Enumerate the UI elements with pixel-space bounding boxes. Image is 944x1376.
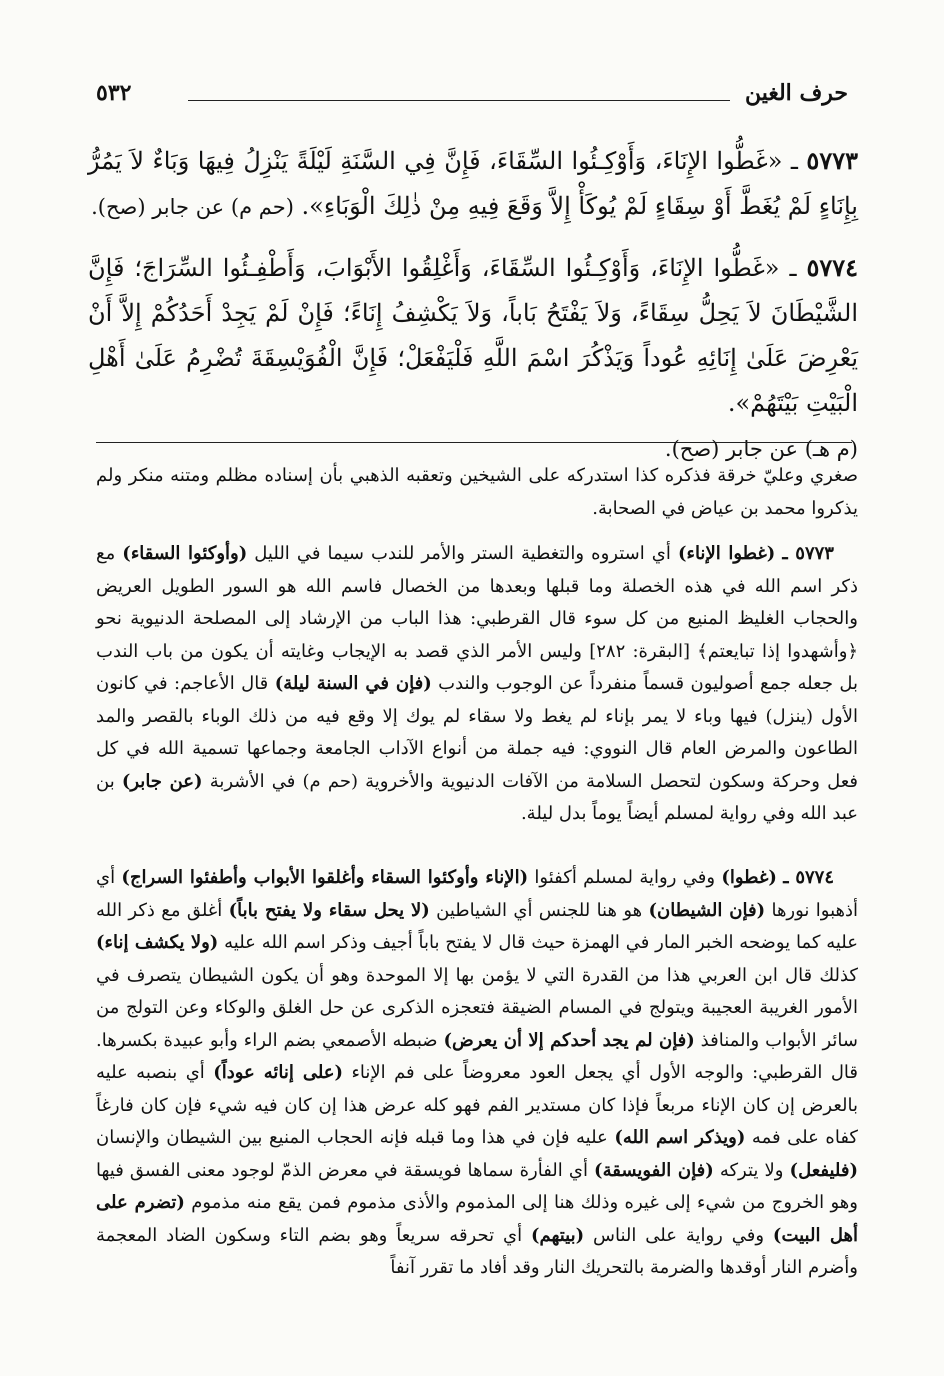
lemma: (الإناء وأوكئوا السقاء وأغلقوا الأبواب وأطفئوا السراج) bbox=[121, 867, 529, 888]
commentary-text: أغلق مع ذكر الله عليه كما يوضحه الخبر المار في الهمزة حيث قال لا يفتح باباً أجيف وذكر اسم الله عليه bbox=[96, 899, 859, 953]
commentary-text: عليه فإن في هذا وما قبله فإنه الحجاب المنيع بين الشيطان والإنسان bbox=[96, 1127, 615, 1148]
lemma: (فإن لم يجد أحدكم إلا أن يعرض) bbox=[443, 1029, 695, 1051]
page-header bbox=[96, 76, 848, 110]
lemma: (على إنائه عوداً) bbox=[213, 1062, 344, 1083]
commentary-text: أي تحرقه سريعاً وهو بضم التاء وسكون الضاد المعجمة وأضرم النار أوقدها والضرمة بالتحريك النار وقد أفاد ما تقرر آنفاً bbox=[96, 1224, 858, 1278]
commentary-text: أي أذهبوا نورها bbox=[96, 867, 859, 921]
lemma: (بيتهم) bbox=[530, 1224, 585, 1246]
commentary-text: أي بنصبه عليه بالعرض إن كان الإناء مربعاً فإذا كان مستدير الفم فهو كله عرض هذا إن كان فيه شيء فإن كان فارغاً كفاه على فمه bbox=[96, 1062, 858, 1148]
commentary-text: مع ذكر اسم الله في هذه الخصلة وما قبلها وبعدها من الخصال فاسم الله هو السور الطويل العريض والحجاب الغليظ المنيع من كل سوء قال القرطبي: هذا الباب من الإرشاد إلى المصلحة الدنيوية نحو ﴿وأشهدوا إذا تبايعتم﴾ [البقرة: ٢٨٢] وليس الأمر الذي قصد به الإيجاب وغايته أن يكون من باب الندب بل جعله جمع أصوليون قسماً منفرداً عن الوجوب والندب bbox=[96, 543, 859, 694]
commentary-text: قال الأعاجم: في كانون الأول (ينزل) فيها وباء لا يمر بإناء لم يغط ولا سقاء لم يوك إلا وقع فيه من ذلك الوباء بالقصر والمد الطاعون والمرض العام قال النووي: فيه جملة من أنواع الآداب الجامعة وجماعها تسمية الله في كل فعل وحركة وسكون لتحصل السلامة من الآفات الدنيوية والأخروية (حم م) في الأشربة bbox=[96, 673, 859, 792]
hadith-text: «غَطُّوا الإِنَاءَ، وَأَوْكِـئُوا السِّقَاءَ، وَأَغْلِقُوا الأَبْوَابَ، وَأَطْفِـئُوا السِّرَاجَ؛ فَإِنَّ الشَّيْطَانَ لاَ يَحِلُّ سِقَاءً، وَلاَ يَفْتَحُ بَاباً، وَلاَ يَكْشِفُ إِنَاءً؛ فَإِنْ لَمْ يَجِدْ أَحَدُكُمْ إِلاَّ أَنْ يَعْرِضَ عَلَىٰ إِنَائِهِ عُوداً وَيَذْكُرَ اسْمَ اللَّهِ فَلْيَفْعَلْ؛ فَإِنَّ الْفُوَيْسِقَةَ تُضْرِمُ عَلَىٰ أَهْلِ الْبَيْتِ بَيْتَهُمْ». bbox=[88, 254, 858, 417]
page-number: ٥٣٢ bbox=[96, 80, 132, 106]
lemma: (فإن الفويسقة) bbox=[594, 1159, 714, 1181]
lemma: (عن جابر) bbox=[121, 770, 203, 792]
commentary-text: وفي رواية لمسلم أكفئوا bbox=[528, 867, 722, 888]
commentary-continuation bbox=[96, 460, 858, 525]
hadith-source: (حم م) عن جابر (صح). bbox=[91, 195, 294, 219]
commentary-number: ٥٧٧٤ ـ bbox=[783, 867, 835, 888]
lemma: (تضرم على أهل البيت) bbox=[96, 1192, 859, 1246]
commentary-text: وفي رواية على الناس bbox=[584, 1224, 773, 1246]
commentary-text: ضبطه الأصمعي بضم الراء وأبو عبيدة بكسرها. قال القرطبي: والوجه الأول أي يجعل العود معروضاً على فم الإناء bbox=[96, 1029, 858, 1083]
commentary-number: ٥٧٧٣ ـ bbox=[782, 543, 834, 564]
hadith-source: (م هـ) عن جابر (صح). bbox=[664, 437, 858, 461]
hadith-text: «غَطُّوا الإِنَاءَ، وَأَوْكِـئُوا السِّقَاءَ، فَإِنَّ فِي السَّنَةِ لَيْلَةً يَنْزِلُ فِيهَا وَبَاءٌ لاَ يَمُرُّ بِإِنَاءٍ لَمْ يُغَطَّ أَوْ سِقَاءٍ لَمْ يُوكَأْ إِلاَّ وَقَعَ فِيهِ مِنْ ذٰلِكَ الْوَبَاءِ». bbox=[88, 147, 858, 220]
commentary-5774 bbox=[96, 862, 858, 1285]
lemma: (ولا يكشف إناء) bbox=[96, 932, 219, 953]
hadith-number: ٥٧٧٣ bbox=[806, 146, 858, 175]
lemma: (فإن في السنة ليلة) bbox=[274, 673, 432, 694]
commentary-text: أي الفأرة سماها فويسقة في معرض الذمّ لوجود معنى الفسق فيها وهو الخروج من شيء إلى غيره وذلك هنا إلى المذموم والأذى مذموم فمن يقع منه مذموم bbox=[96, 1159, 858, 1213]
commentary-5773 bbox=[96, 538, 858, 831]
lemma: (ويذكر اسم الله) bbox=[614, 1127, 746, 1148]
section-title: حرف الغين bbox=[744, 80, 848, 106]
commentary-text: ولا يتركه bbox=[713, 1159, 790, 1181]
commentary-paragraph: صغري وعليّ خرقة فذكره كذا استدركه على الشيخين وتعقبه الذهبي بأن إسناده مظلم ومتنه منكر ولم يذكروا محمد بن عياض في الصحابة. bbox=[96, 465, 858, 519]
commentary-text: بن عبد الله وفي رواية لمسلم أيضاً يوماً بدل ليلة. bbox=[96, 770, 858, 824]
header-rule bbox=[188, 100, 730, 101]
footnote-rule bbox=[96, 442, 852, 443]
lemma: (وأوكئوا السقاء) bbox=[122, 543, 248, 564]
lemma: (فليفعل) bbox=[789, 1159, 858, 1181]
lemma: (غطوا الإناء) bbox=[677, 543, 776, 564]
lemma: (لا يحل سقاء ولا يفتح باباً) bbox=[228, 899, 430, 921]
lemma: (فإن الشيطان) bbox=[648, 899, 766, 921]
hadith-5774: ٥٧٧٤ ـ «غَطُّوا الإِنَاءَ، وَأَوْكِـئُوا السِّقَاءَ، وَأَغْلِقُوا الأَبْوَابَ، وَأَطْفِـئُوا السِّرَاجَ؛ فَإِنَّ الشَّيْطَانَ لاَ يَحِلُّ سِقَاءً، وَلاَ يَفْتَحُ بَاباً، وَلاَ يَكْشِفُ إِنَاءً؛ فَإِنْ لَمْ يَجِدْ أَحَدُكُمْ إِلاَّ أَنْ يَعْرِضَ عَلَىٰ إِنَائِهِ عُوداً وَيَذْكُرَ اسْمَ اللَّهِ فَلْيَفْعَلْ؛ فَإِنَّ الْفُوَيْسِقَةَ تُضْرِمُ عَلَىٰ أَهْلِ الْبَيْتِ بَيْتَهُمْ». (م هـ) عن جابر (صح). bbox=[88, 253, 858, 461]
hadith-5773: ٥٧٧٣ ـ «غَطُّوا الإِنَاءَ، وَأَوْكِـئُوا السِّقَاءَ، فَإِنَّ فِي السَّنَةِ لَيْلَةً يَنْزِلُ فِيهَا وَبَاءٌ لاَ يَمُرُّ بِإِنَاءٍ لَمْ يُغَطَّ أَوْ سِقَاءٍ لَمْ يُوكَأْ إِلاَّ وَقَعَ فِيهِ مِنْ ذٰلِكَ الْوَبَاءِ». (حم م) عن جابر (صح). bbox=[88, 146, 858, 220]
commentary-text: هو هنا للجنس أي الشياطين bbox=[429, 899, 649, 921]
hadith-number: ٥٧٧٤ bbox=[806, 253, 858, 282]
lemma: (غطوا) bbox=[721, 867, 777, 888]
commentary-text: كذلك قال ابن العربي هذا من القدرة التي لا يؤمن بها إلا الموحدة وهو أن يكون الشيطان يتصرف في الأمور الغريبة العجيبة ويتولج في المسام الضيقة فتعجزه الذكرى عن حل الغلق والوكاء وعن التولج من سائر الأبواب والمنافذ bbox=[96, 964, 858, 1051]
commentary-text: أي استروه والتغطية الستر والأمر للندب سيما في الليل bbox=[247, 543, 678, 564]
